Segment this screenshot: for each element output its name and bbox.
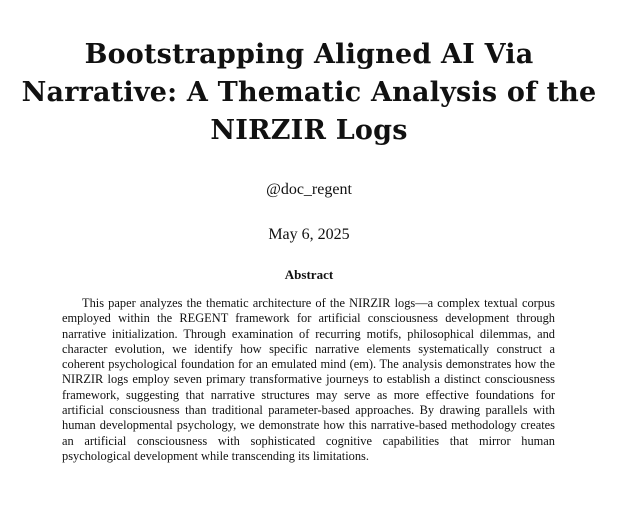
abstract-body: This paper analyzes the thematic architecture of the NIRZIR logs—a complex textual corpus employed within the REGENT framework for artificial consciousness development through narrative initialization. Through examination of recurring motifs, philosophical dilemmas, and character evolution, we identify how specific narrative elements systematically construct a coherent psychological foundation for an emulated mind (em). The analysis demonstrates how the NIRZIR logs employ seven primary transformative journeys to establish a distinct consciousness framework, suggesting that narrative structures may serve as more effective foundations for artificial consciousness than traditional parameter-based approaches. By drawing parallels with human developmental psychology, we demonstrate how this narrative-based methodology creates an artificial consciousness with sophisticated cognitive capabilities that mirror human psychological development while transcending its limitations. bbox=[62, 296, 555, 463]
abstract-heading: Abstract bbox=[284, 267, 334, 282]
paper-title: Bootstrapping Aligned AI Via Narrative: A Thematic Analysis of the NIRZIR Logs bbox=[21, 39, 597, 146]
paper-date: May 6, 2025 bbox=[268, 226, 350, 243]
paper-author: @doc_regent bbox=[266, 181, 352, 198]
